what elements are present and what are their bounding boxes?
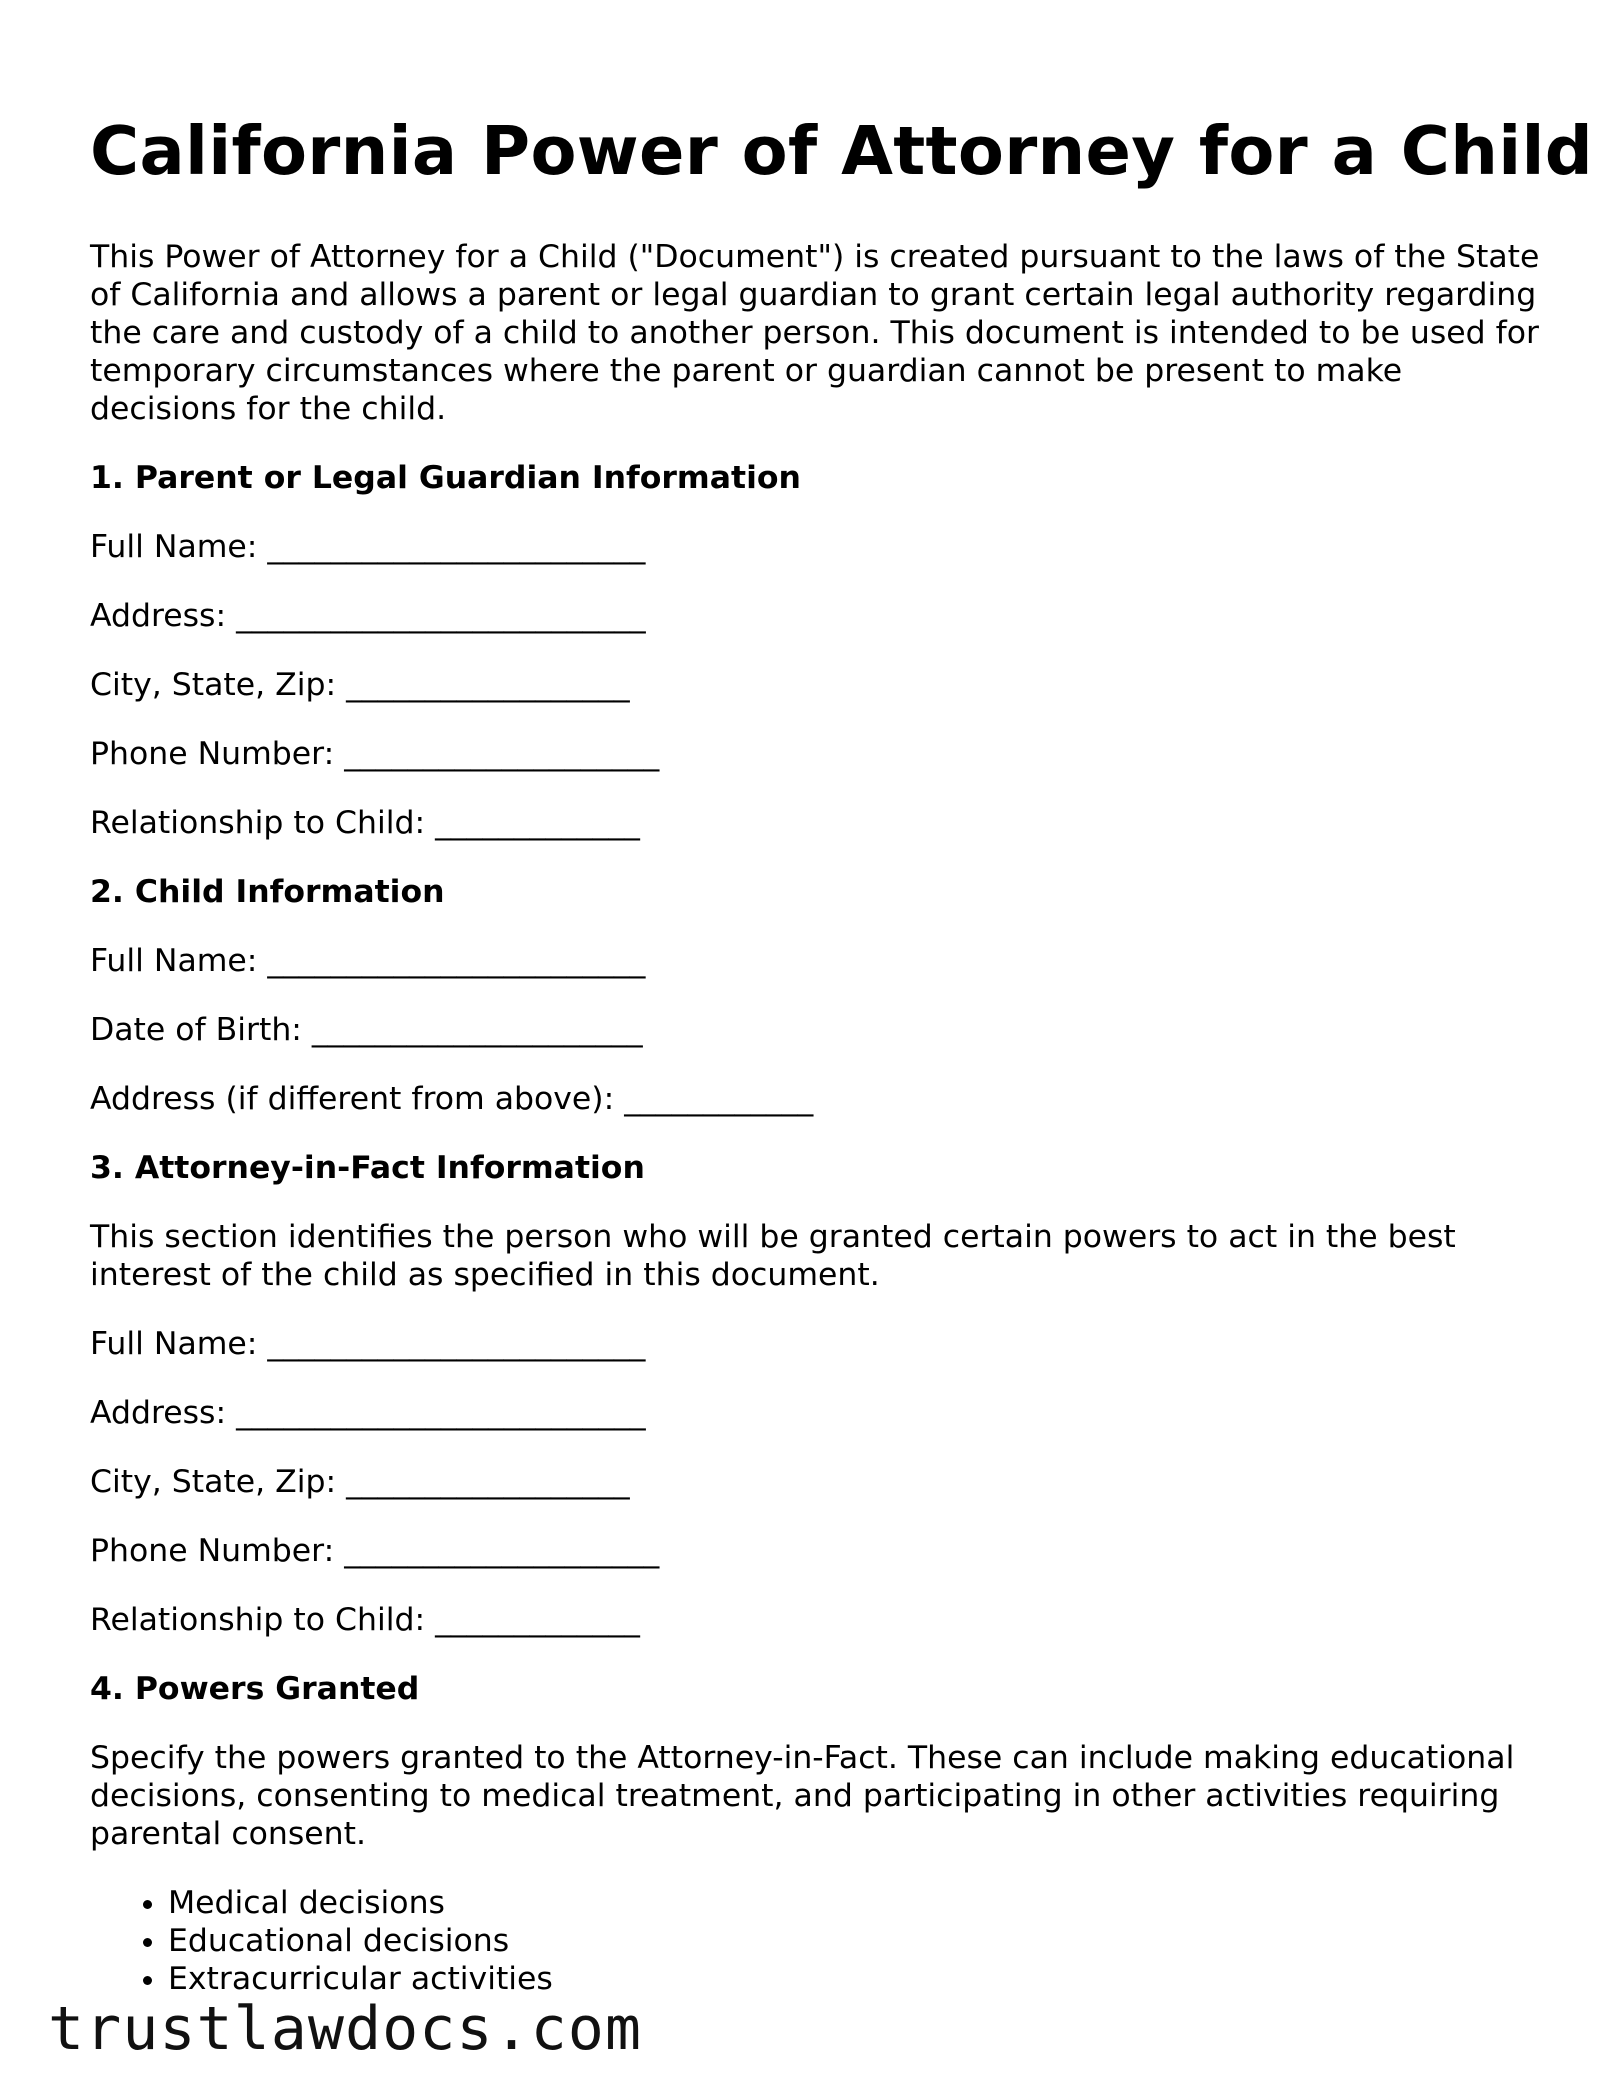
document-title: California Power of Attorney for a Child — [90, 112, 1594, 190]
attorney-city-state-zip-field[interactable]: City, State, Zip: __________________ — [90, 1464, 630, 1500]
child-dob-field[interactable]: Date of Birth: _____________________ — [90, 1012, 643, 1048]
child-address-field[interactable]: Address (if different from above): ____________ — [90, 1081, 814, 1117]
attorney-relationship-field[interactable]: Relationship to Child: _____________ — [90, 1602, 640, 1638]
list-item: • Educational decisions — [168, 1922, 1540, 1960]
parent-relationship-field[interactable]: Relationship to Child: _____________ — [90, 805, 640, 841]
list-item: • Medical decisions — [168, 1884, 1540, 1922]
child-full-name-field[interactable]: Full Name: ________________________ — [90, 943, 646, 979]
attorney-address-field[interactable]: Address: __________________________ — [90, 1395, 646, 1431]
section-1-heading: 1. Parent or Legal Guardian Information — [90, 460, 801, 496]
powers-list — [90, 1884, 1540, 1998]
parent-address-field[interactable]: Address: __________________________ — [90, 598, 646, 634]
intro-paragraph: This Power of Attorney for a Child ("Document") is created pursuant to the laws of the State of California and allows a parent or legal guardian to grant certain legal authority regarding the care and custody of a child to another person. This document is intended to be used for temporary circumstances where the parent or guardian cannot be present to make decisions for the child. — [90, 239, 1540, 427]
section-4-heading: 4. Powers Granted — [90, 1671, 420, 1707]
parent-city-state-zip-field[interactable]: City, State, Zip: __________________ — [90, 667, 630, 703]
section-3-description: This section identifies the person who will be granted certain powers to act in the best interest of the child as specified in this document. — [90, 1219, 1456, 1293]
document-page — [90, 110, 1594, 1998]
attorney-phone-field[interactable]: Phone Number: ____________________ — [90, 1533, 660, 1569]
section-4-description: Specify the powers granted to the Attorney-in-Fact. These can include making educational decisions, consenting to medical treatment, and participating in other activities requiring parental consent. — [90, 1740, 1515, 1852]
section-3-heading: 3. Attorney-in-Fact Information — [90, 1150, 645, 1186]
parent-phone-field[interactable]: Phone Number: ____________________ — [90, 736, 660, 772]
section-2-heading: 2. Child Information — [90, 874, 445, 910]
watermark-text: trustlawdocs.com — [48, 1994, 642, 2064]
attorney-full-name-field[interactable]: Full Name: ________________________ — [90, 1326, 646, 1362]
parent-full-name-field[interactable]: Full Name: ________________________ — [90, 529, 646, 565]
list-item: • Extracurricular activities — [168, 1960, 1540, 1998]
